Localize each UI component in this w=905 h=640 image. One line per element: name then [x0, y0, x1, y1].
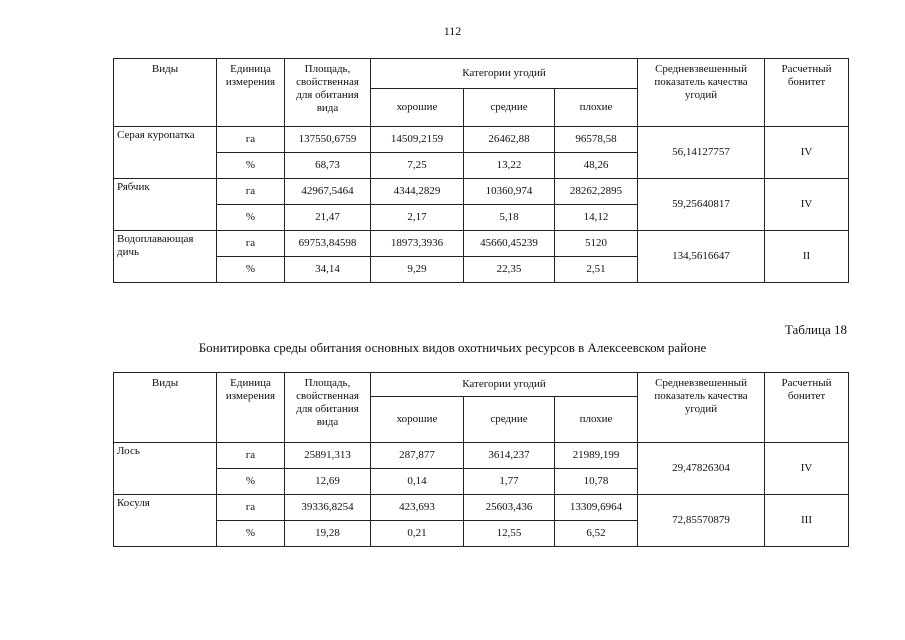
- poor-cell: 10,78: [555, 469, 638, 495]
- table-row: [114, 443, 849, 469]
- bonitet-table-continued: [113, 58, 849, 283]
- header-categories: Категории угодий: [371, 373, 638, 397]
- poor-cell: 48,26: [555, 153, 638, 179]
- quality-cell: 134,5616647: [638, 231, 765, 283]
- poor-cell: 14,12: [555, 205, 638, 231]
- good-cell: 7,25: [371, 153, 464, 179]
- poor-cell: 2,51: [555, 257, 638, 283]
- good-cell: 4344,2829: [371, 179, 464, 205]
- good-cell: 0,14: [371, 469, 464, 495]
- species-name: Косуля: [114, 495, 217, 547]
- medium-cell: 25603,436: [464, 495, 555, 521]
- table-caption: Бонитировка среды обитания основных видов охотничьих ресурсов в Алексеевском районе: [198, 340, 707, 355]
- bonitet-cell: IV: [765, 127, 849, 179]
- medium-cell: 1,77: [464, 469, 555, 495]
- area-cell: 19,28: [285, 521, 371, 547]
- area-cell: 34,14: [285, 257, 371, 283]
- area-cell: 137550,6759: [285, 127, 371, 153]
- header-medium: средние: [464, 89, 555, 127]
- table-label: Таблица 18: [784, 322, 847, 337]
- area-cell: 42967,5464: [285, 179, 371, 205]
- header-quality: Средневзвешенный показатель качества угодий: [638, 373, 765, 443]
- header-poor: плохие: [555, 397, 638, 443]
- poor-cell: 13309,6964: [555, 495, 638, 521]
- header-unit: Единица измерения: [217, 59, 285, 127]
- unit-cell: га: [217, 495, 285, 521]
- bonitet-cell: III: [765, 495, 849, 547]
- medium-cell: 45660,45239: [464, 231, 555, 257]
- unit-cell: га: [217, 179, 285, 205]
- bonitet-cell: IV: [765, 179, 849, 231]
- species-name: Лось: [114, 443, 217, 495]
- medium-cell: 5,18: [464, 205, 555, 231]
- quality-cell: 72,85570879: [638, 495, 765, 547]
- unit-cell: %: [217, 257, 285, 283]
- area-cell: 21,47: [285, 205, 371, 231]
- header-bonitet: Расчетный бонитет: [765, 59, 849, 127]
- bonitet-cell: IV: [765, 443, 849, 495]
- header-species: Виды: [114, 59, 217, 127]
- poor-cell: 96578,58: [555, 127, 638, 153]
- bonitet-table-18: [113, 372, 849, 547]
- header-species: Виды: [114, 373, 217, 443]
- medium-cell: 13,22: [464, 153, 555, 179]
- header-medium: средние: [464, 397, 555, 443]
- medium-cell: 3614,237: [464, 443, 555, 469]
- species-name: Водоплавающая дичь: [114, 231, 217, 283]
- table-row: [114, 179, 849, 205]
- header-area: Площадь, свойственная для обитания вида: [285, 373, 371, 443]
- medium-cell: 12,55: [464, 521, 555, 547]
- header-good: хорошие: [371, 89, 464, 127]
- header-categories: Категории угодий: [371, 59, 638, 89]
- area-cell: 68,73: [285, 153, 371, 179]
- table-row: [114, 127, 849, 153]
- species-name: Серая куропатка: [114, 127, 217, 179]
- bonitet-cell: II: [765, 231, 849, 283]
- good-cell: 423,693: [371, 495, 464, 521]
- medium-cell: 10360,974: [464, 179, 555, 205]
- good-cell: 9,29: [371, 257, 464, 283]
- header-bonitet: Расчетный бонитет: [765, 373, 849, 443]
- page-number: 112: [443, 24, 462, 38]
- good-cell: 2,17: [371, 205, 464, 231]
- table-row: [114, 495, 849, 521]
- header-quality: Средневзвешенный показатель качества угодий: [638, 59, 765, 127]
- good-cell: 18973,3936: [371, 231, 464, 257]
- quality-cell: 56,14127757: [638, 127, 765, 179]
- quality-cell: 59,25640817: [638, 179, 765, 231]
- unit-cell: га: [217, 443, 285, 469]
- unit-cell: га: [217, 127, 285, 153]
- good-cell: 14509,2159: [371, 127, 464, 153]
- good-cell: 0,21: [371, 521, 464, 547]
- poor-cell: 21989,199: [555, 443, 638, 469]
- header-area: Площадь, свойственная для обитания вида: [285, 59, 371, 127]
- unit-cell: %: [217, 153, 285, 179]
- medium-cell: 22,35: [464, 257, 555, 283]
- area-cell: 25891,313: [285, 443, 371, 469]
- area-cell: 39336,8254: [285, 495, 371, 521]
- header-good: хорошие: [371, 397, 464, 443]
- table-row: [114, 231, 849, 257]
- medium-cell: 26462,88: [464, 127, 555, 153]
- good-cell: 287,877: [371, 443, 464, 469]
- unit-cell: %: [217, 521, 285, 547]
- header-unit: Единица измерения: [217, 373, 285, 443]
- area-cell: 69753,84598: [285, 231, 371, 257]
- unit-cell: %: [217, 469, 285, 495]
- poor-cell: 6,52: [555, 521, 638, 547]
- unit-cell: га: [217, 231, 285, 257]
- quality-cell: 29,47826304: [638, 443, 765, 495]
- header-poor: плохие: [555, 89, 638, 127]
- unit-cell: %: [217, 205, 285, 231]
- area-cell: 12,69: [285, 469, 371, 495]
- poor-cell: 28262,2895: [555, 179, 638, 205]
- species-name: Рябчик: [114, 179, 217, 231]
- poor-cell: 5120: [555, 231, 638, 257]
